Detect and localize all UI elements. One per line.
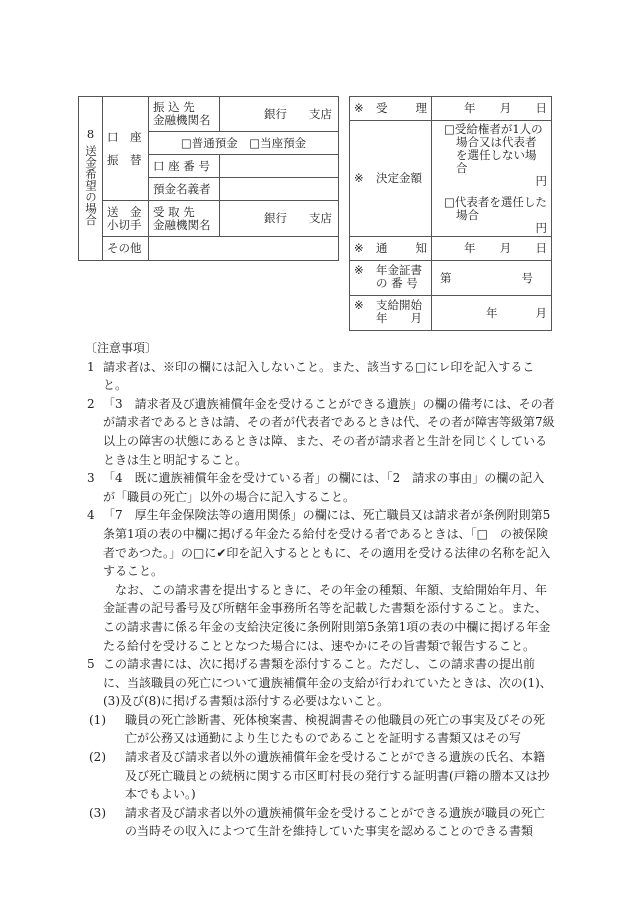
yen-unit: 円: [535, 220, 547, 235]
month-label: 月: [535, 305, 547, 320]
note-text: 「4 既に遺族補償年金を受けている者」の欄には、「2 請求の事由」の欄の記入が「職員の死亡」以外の場合に記入すること。: [103, 471, 545, 504]
account-transfer-label: [103, 97, 149, 201]
month-label: 月: [499, 101, 512, 115]
account-transfer-label-line1: 口 座: [107, 129, 142, 144]
certificate-label-line1: 年金証書: [376, 263, 422, 277]
note-item: [85, 506, 555, 580]
bank-suffix: 銀行: [264, 211, 287, 225]
payment-start-label: [350, 296, 432, 331]
branch-suffix: 支店: [309, 106, 332, 121]
section-8-header: [79, 97, 103, 261]
note-text: 「3 請求者及び遺族補償年金を受けることができる遺族」の欄の備考には、その者が請求者であるときは請、その者が代表者であるときは代、その者が障害等級第7級以上の障害の状態にあるときは障、また、その者が請求者と生計を同じくしているときは生と明記すること。: [103, 396, 555, 467]
notice-label-a: 通: [376, 241, 388, 255]
notice-date-field[interactable]: [432, 237, 552, 261]
decision-amount-text: 決定金額: [376, 171, 422, 185]
notes-section: [85, 339, 555, 841]
note-number: 4: [87, 508, 95, 523]
notice-label-b: 知: [415, 241, 427, 255]
receipt-label-b: 理: [415, 101, 427, 115]
receiving-bank-label-line2: 金融機関名: [153, 217, 211, 232]
note-sub-item: [85, 804, 555, 841]
certificate-number-field[interactable]: [432, 261, 552, 296]
note-text: この請求書には、次に掲げる書類を添付すること。ただし、この請求書の提出前に、当該職員の死亡について遺族補償年金の支給が行われていたときは、次の(1)、(3)及び(8)に掲げる書類は添付する必要はないこと。: [103, 657, 552, 709]
receipt-date-field[interactable]: [432, 97, 552, 121]
sub-item-text: 請求者及び請求者以外の遺族補償年金を受けることができる遺族が職員の死亡の当時その収入によつて生計を維持していた事実を認めることのできる書類: [125, 805, 546, 839]
note-number: 2: [87, 396, 95, 411]
receiving-bank-label-line1: 受 取 先: [153, 204, 195, 219]
note-text: 請求者は、※印の欄には記入しないこと。また、該当する□にレ印を記入すること。: [103, 359, 535, 393]
sub-item-number: (1): [89, 712, 106, 727]
account-number-field[interactable]: [220, 155, 339, 178]
receipt-label-a: 受: [376, 101, 388, 115]
note-number: 3: [87, 471, 95, 486]
account-holder-field[interactable]: [220, 178, 339, 201]
reference-mark-icon: ※: [354, 263, 364, 277]
representative-checkbox[interactable]: □代表者を選任した場合: [444, 194, 547, 222]
day-label: 日: [535, 101, 547, 115]
receiving-bank-label: [149, 201, 220, 237]
section-title: 送金希望の場合: [84, 145, 98, 226]
notes-heading: 〔注意事項〕: [85, 341, 158, 355]
transfer-bank-label-line2: 金融機関名: [153, 113, 211, 127]
sub-item-text: 請求者及び請求者以外の遺族補償年金を受けることができる遺族の氏名、本籍及び死亡職員との続柄に関する市区町村長の発行する証明書(戸籍の謄本又は抄本でもよい。): [125, 750, 550, 802]
note-number: 1: [87, 359, 95, 374]
note-sub-item: [85, 711, 555, 748]
section-number: 8: [86, 127, 95, 142]
year-label: 年: [486, 305, 498, 320]
payment-start-label-line2: 年 月: [376, 311, 422, 325]
reference-mark-icon: ※: [354, 241, 364, 255]
day-label: 日: [535, 241, 547, 255]
sub-item-number: (2): [89, 750, 106, 765]
note-sub-item: [85, 748, 555, 804]
year-label: 年: [464, 101, 476, 115]
note-item: [85, 358, 555, 395]
other-field[interactable]: [149, 237, 339, 261]
account-transfer-label-line2: 振 替: [107, 152, 142, 167]
branch-suffix: 支店: [309, 211, 332, 225]
note-item: [85, 469, 555, 506]
certificate-label-line2: の 番 号: [376, 276, 418, 290]
transfer-bank-label: [149, 97, 220, 132]
reference-mark-icon: ※: [354, 171, 364, 185]
sub-item-text: 職員の死亡診断書、死体検案書、検視調書その他職員の死亡の事実及びその死亡が公務又は通勤により生じたものであることを証明する書類又はその写: [125, 712, 546, 746]
note-paragraph: なお、この請求書を提出するときに、その年金の種類、年額、支給開始年月、年金証書の記号番号及び所轄年金事務所名等を記載した書類を添付すること。また、この請求書に係る年金の支給決定後に条例附則第5条第1項の表の中欄に掲げる年金たる給付を受けることとなつた場合には、速やかにその旨書類で報告すること。: [103, 582, 551, 653]
transfer-bank-field[interactable]: [220, 97, 339, 132]
reference-mark-icon: ※: [354, 298, 364, 312]
bank-suffix: 銀行: [264, 106, 287, 121]
account-holder-label: 預金名義者: [149, 178, 220, 201]
receipt-label: [350, 97, 432, 121]
receiving-bank-field[interactable]: [220, 201, 339, 237]
account-type-checkboxes[interactable]: □普通預金 □当座預金: [149, 132, 339, 155]
note-number: 5: [87, 657, 95, 672]
note-item: [85, 655, 555, 711]
month-label: 月: [499, 241, 512, 255]
note-item: [85, 395, 555, 469]
year-label: 年: [464, 241, 476, 255]
decision-amount-field[interactable]: [432, 121, 552, 237]
decision-amount-label: [350, 121, 432, 237]
notice-label: [350, 237, 432, 261]
yen-unit: 円: [535, 173, 547, 188]
remittance-check-label: [103, 201, 149, 237]
transfer-bank-label-line1: 振 込 先: [153, 100, 195, 114]
other-label: その他: [103, 237, 149, 261]
certificate-number-label: [350, 261, 432, 296]
official-use-table: [349, 96, 552, 331]
reference-mark-icon: ※: [354, 101, 364, 115]
note-text: 「7 厚生年金保険法等の適用関係」の欄には、死亡職員又は請求者が条例附則第5条第1項の表の中欄に掲げる年金たる給付を受ける者であるときは、「□ の被保険者であつた。」の□に✔印を記入するとともに、その適用を受ける法律の名称を記入すること。: [103, 508, 551, 579]
number-prefix: 第: [440, 270, 452, 285]
account-number-label: 口 座 番 号: [149, 155, 220, 178]
number-suffix: 号: [521, 270, 533, 285]
single-recipient-checkbox[interactable]: □受給権者が1人の場合又は代表者を選任しない場合: [444, 121, 543, 175]
remittance-check-label-line1: 送 金: [107, 204, 142, 219]
remittance-check-label-line2: 小切手: [107, 217, 142, 232]
sub-item-number: (3): [89, 805, 106, 820]
remittance-table: [78, 96, 339, 261]
payment-start-label-line1: 支給開始: [376, 298, 422, 312]
payment-start-field[interactable]: [432, 296, 552, 331]
